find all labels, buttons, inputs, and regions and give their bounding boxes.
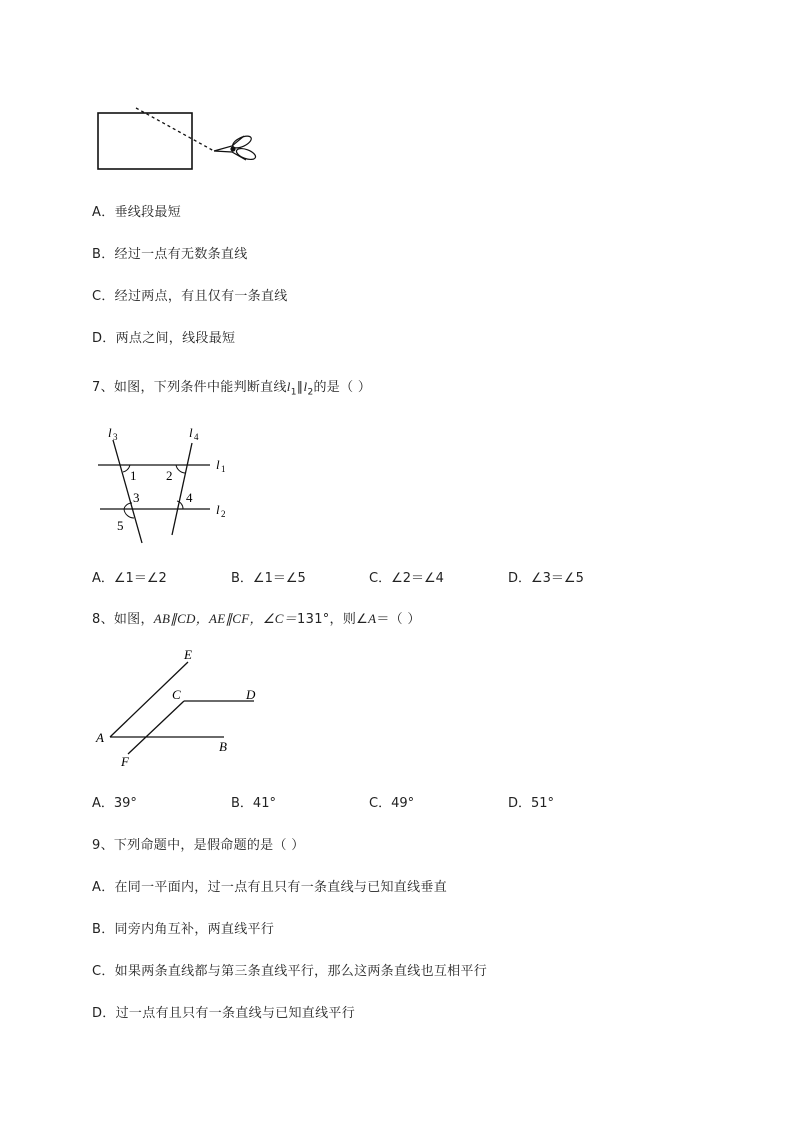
point-label-b: B	[219, 739, 227, 754]
label-l4: l	[189, 425, 193, 440]
q7-stem-pre: 7、如图，下列条件中能判断直线	[92, 380, 287, 395]
q7-stem-sub1: 1	[290, 387, 297, 398]
q7-option-d: D．∠3＝∠5	[508, 571, 584, 586]
q6-option-b: B．经过一点有无数条直线	[92, 247, 248, 262]
q7-stem-post: 的是（ ）	[313, 380, 372, 395]
q7-stem-l2: l	[303, 379, 308, 394]
point-label-f: F	[121, 754, 129, 769]
angle-2-label: 2	[166, 468, 173, 483]
label-l3: l	[108, 425, 112, 440]
angle-3-label: 3	[133, 490, 140, 505]
q8-stem-angle: 131°，则∠	[297, 612, 369, 627]
label-l3-sub: 3	[113, 432, 118, 442]
label-l1-sub: 1	[221, 464, 226, 474]
q9-stem: 9、下列命题中，是假命题的是（ ）	[92, 838, 305, 853]
q8-option-b: B．41°	[231, 796, 276, 811]
label-l1: l	[216, 457, 220, 472]
q9-option-c: C．如果两条直线都与第三条直线平行，那么这两条直线也互相平行	[92, 964, 488, 979]
q7-stem-sub2: 2	[307, 387, 314, 398]
q9-option-a: A．在同一平面内，过一点有且只有一条直线与已知直线垂直	[92, 880, 447, 895]
angle-5-label: 5	[117, 518, 124, 533]
q7-option-b: B．∠1＝∠5	[231, 571, 306, 586]
label-l4-sub: 4	[194, 432, 199, 442]
q8-option-d: D．51°	[508, 796, 555, 811]
q6-option-d: D．两点之间，线段最短	[92, 331, 236, 346]
label-l2: l	[216, 502, 220, 517]
label-l2-sub: 2	[221, 509, 226, 519]
q7-option-a: A．∠1＝∠2	[92, 571, 167, 586]
q8-option-a: A．39°	[92, 796, 137, 811]
q7-option-c: C．∠2＝∠4	[369, 571, 444, 586]
q6-option-c: C．经过两点，有且仅有一条直线	[92, 289, 288, 304]
q8-stem-conditions: AB∥CD，AE∥CF，∠C＝	[153, 611, 298, 626]
q9-option-d: D．过一点有且只有一条直线与已知直线平行	[92, 1006, 356, 1021]
q8-stem-var: A	[368, 611, 377, 626]
segment-cf	[128, 701, 184, 754]
point-label-d: D	[246, 687, 256, 702]
q8-stem-post: ＝（ ）	[376, 612, 421, 627]
point-label-c: C	[172, 687, 181, 702]
point-label-a: A	[96, 730, 104, 745]
angle-1-label: 1	[130, 468, 137, 483]
q7-stem-parallel: ∥	[296, 380, 304, 395]
q9-option-b: B．同旁内角互补，两直线平行	[92, 922, 275, 937]
q6-option-a: A．垂线段最短	[92, 205, 181, 220]
angle-4-label: 4	[186, 490, 193, 505]
q7-stem-l1: l	[286, 379, 291, 394]
q8-stem-pre: 8、如图，	[92, 612, 154, 627]
point-label-e: E	[184, 647, 192, 662]
q8-option-c: C．49°	[369, 796, 415, 811]
